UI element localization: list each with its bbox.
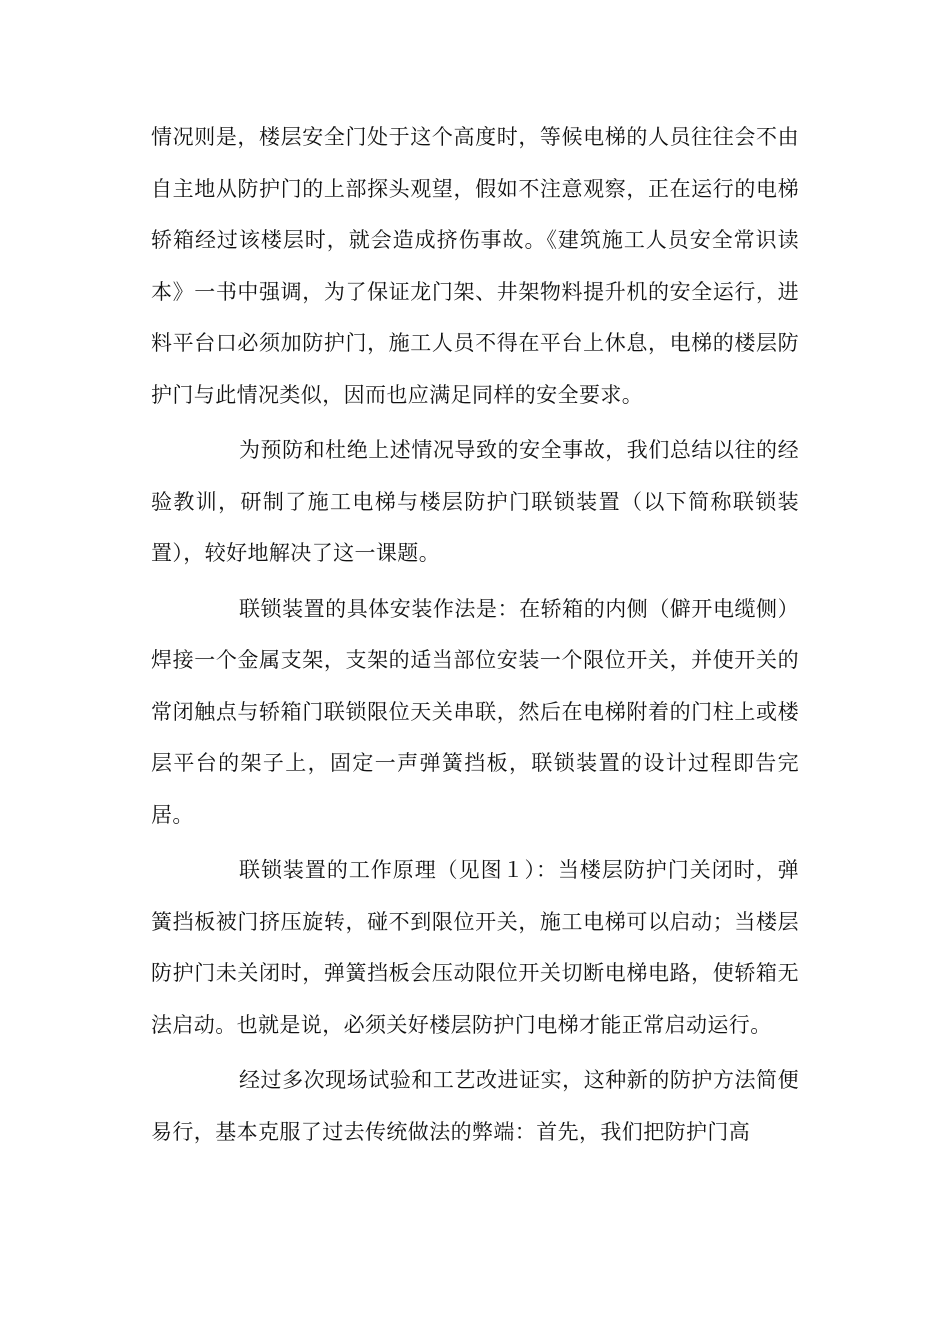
paragraph-4: 联锁装置的工作原理（见图１）：当楼层防护门关闭时，弹簧挡板被门挤压旋转，碰不到限位开关，施工电梯可以启动；当楼层防护门未关闭时，弹簧挡板会压动限位开关切断电梯电路，使轿箱无法启动。也就是说，必须关好楼层防护门电梯才能正常启动运行。 [151,858,799,1037]
document-body [151,112,799,1162]
paragraph-3: 联锁装置的具体安装作法是：在轿箱的内侧（僻开电缆侧）焊接一个金属支架，支架的适当部位安装一个限位开关，并使开关的常闭触点与轿箱门联锁限位天关串联，然后在电梯附着的门柱上或楼层平台的架子上，固定一声弹簧挡板，联锁装置的设计过程即告完居。 [151,596,799,827]
paragraph-1: 情况则是，楼层安全门处于这个高度时，等候电梯的人员往往会不由自主地从防护门的上部探头观望，假如不注意观察，正在运行的电梯轿箱经过该楼层时，就会造成挤伤事故。《建筑施工人员安全常识读本》一书中强调，为了保证龙门架、井架物料提升机的安全运行，进料平台口必须加防护门，施工人员不得在平台上休息，电梯的楼层防护门与此情况类似，因而也应满足同样的安全要求。 [151,125,799,407]
paragraph-2: 为预防和杜绝上述情况导致的安全事故，我们总结以往的经验教训，研制了施工电梯与楼层防护门联锁装置（以下简称联锁装置），较好地解决了这一课题。 [151,438,799,565]
paragraph-5: 经过多次现场试验和工艺改进证实，这种新的防护方法简便易行，基本克服了过去传统做法的弊端：首先，我们把防护门高 [151,1068,799,1144]
